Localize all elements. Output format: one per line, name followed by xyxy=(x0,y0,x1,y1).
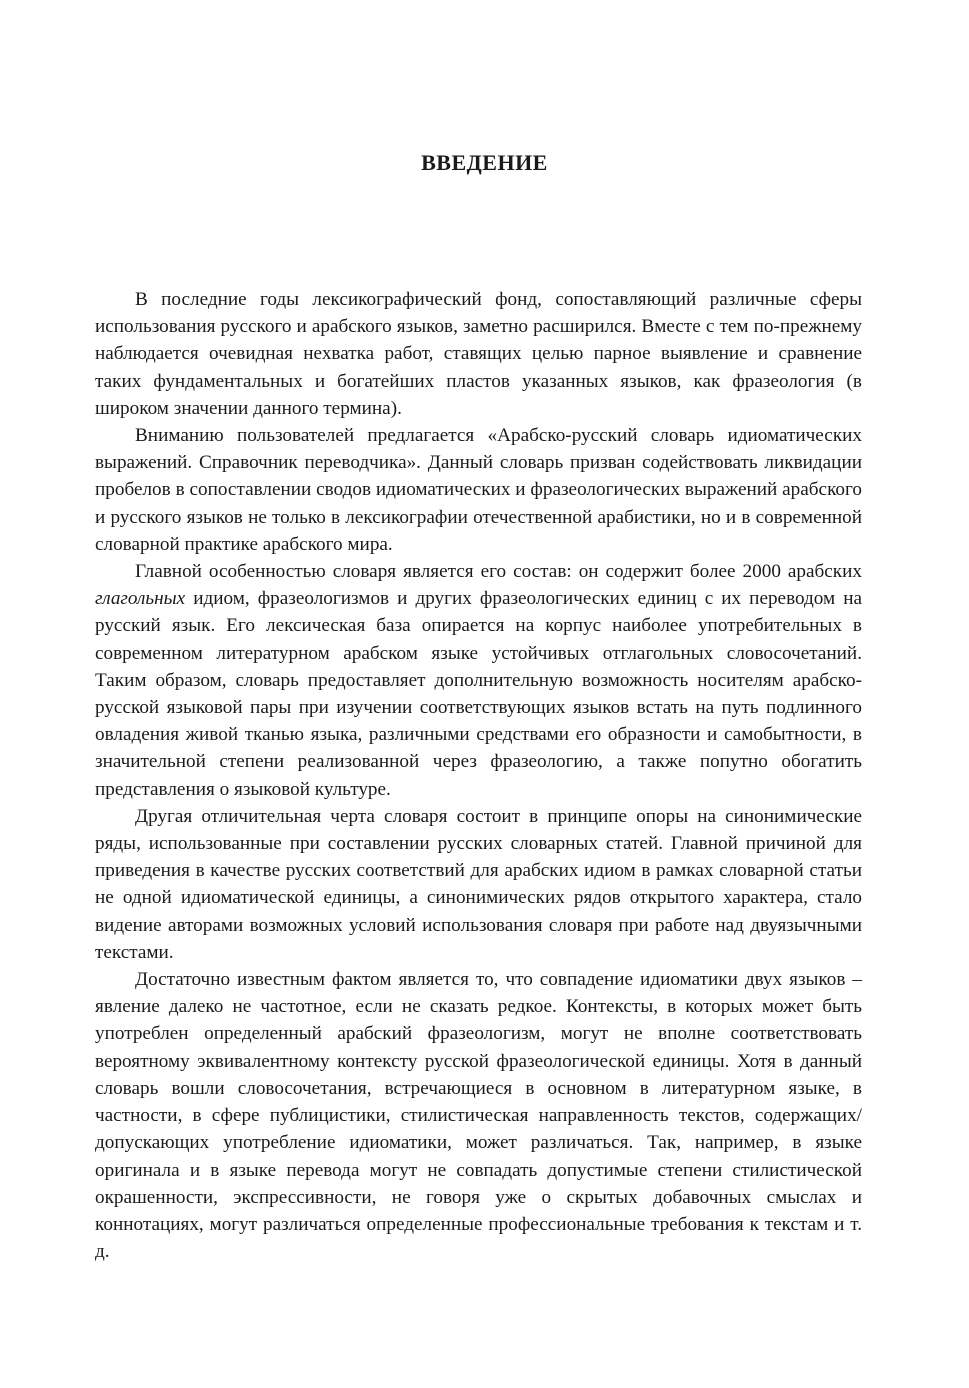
paragraph-3-italic-term: глагольных xyxy=(95,588,186,610)
paragraph-3-text-after: идиом, фразеологизмов и других фразеологических единиц с их переводом на русский язык. Его лексическая база опирается на корпус наиболее употребительных в современном литературном арабском языке устойчивых отглагольных словосочетаний. Таким образом, словарь предоставляет дополнительную возможность носителям арабско-русской языковой пары при изучении соответствующих языков встать на путь подлинного овладения живой тканью языка, различными средствами его образности и самобытности, в значительной степени реализованной через фразеологию, а также попутно обогатить представления о языковой культуре. xyxy=(95,588,862,800)
paragraph-2: Вниманию пользователей предлагается «Арабско-русский словарь идиоматических выражений. Справочник переводчика». Данный словарь призван содействовать ликвидации пробелов в сопоставлении сводов идиоматических и фразеологических выражений арабского и русского языков не только в лексикографии отечественной арабистики, но и в современной словарной практике арабского мира. xyxy=(95,425,862,555)
paragraph-1: В последние годы лексикографический фонд, сопоставляющий различные сферы использования русского и арабского языков, заметно расширился. Вместе с тем по-прежнему наблюдается очевидная нехватка работ, ставящих целью парное выявление и сравнение таких фундаментальных и богатейших пластов указанных языков, как фразеология (в широком значении данного термина). xyxy=(95,289,862,419)
paragraph-4: Другая отличительная черта словаря состоит в принципе опоры на синонимические ряды, использованные при составлении русских словарных статей. Главной причиной для приведения в качестве русских соответствий для арабских идиом в рамках словарной статьи не одной идиоматической единицы, а синонимических рядов открытого характера, стало видение авторами возможных условий использования словаря при работе над двуязычными текстами. xyxy=(95,805,862,963)
page-title: ВВЕДЕНИЕ xyxy=(421,150,548,175)
paragraph-5: Достаточно известным фактом является то, что совпадение идиоматики двух языков – явление далеко не частотное, если не сказать редкое. Контексты, в которых может быть употреблен определенный арабский фразеологизм, могут не вполне соответствовать вероятному эквивалентному контексту русской фразеологической единицы. Хотя в данный словарь вошли словосочетания, встречающиеся в основном в литературном языке, в частности, в сфере публицистики, стилистическая направленность текстов, содержащих/допускающих употребление идиоматики, может различаться. Так, например, в языке оригинала и в языке перевода могут не совпадать допустимые степени стилистической окрашенности, экспрессивности, не говоря уже о скрытых добавочных смыслах и коннотациях, могут различаться определенные профессиональные требования к текстам и т. д. xyxy=(95,969,862,1263)
paragraph-3-text-before: Главной особенностью словаря является его состав: он содержит более 2000 арабских xyxy=(135,561,862,583)
document-body xyxy=(95,286,862,1265)
paragraph-3 xyxy=(95,558,862,803)
